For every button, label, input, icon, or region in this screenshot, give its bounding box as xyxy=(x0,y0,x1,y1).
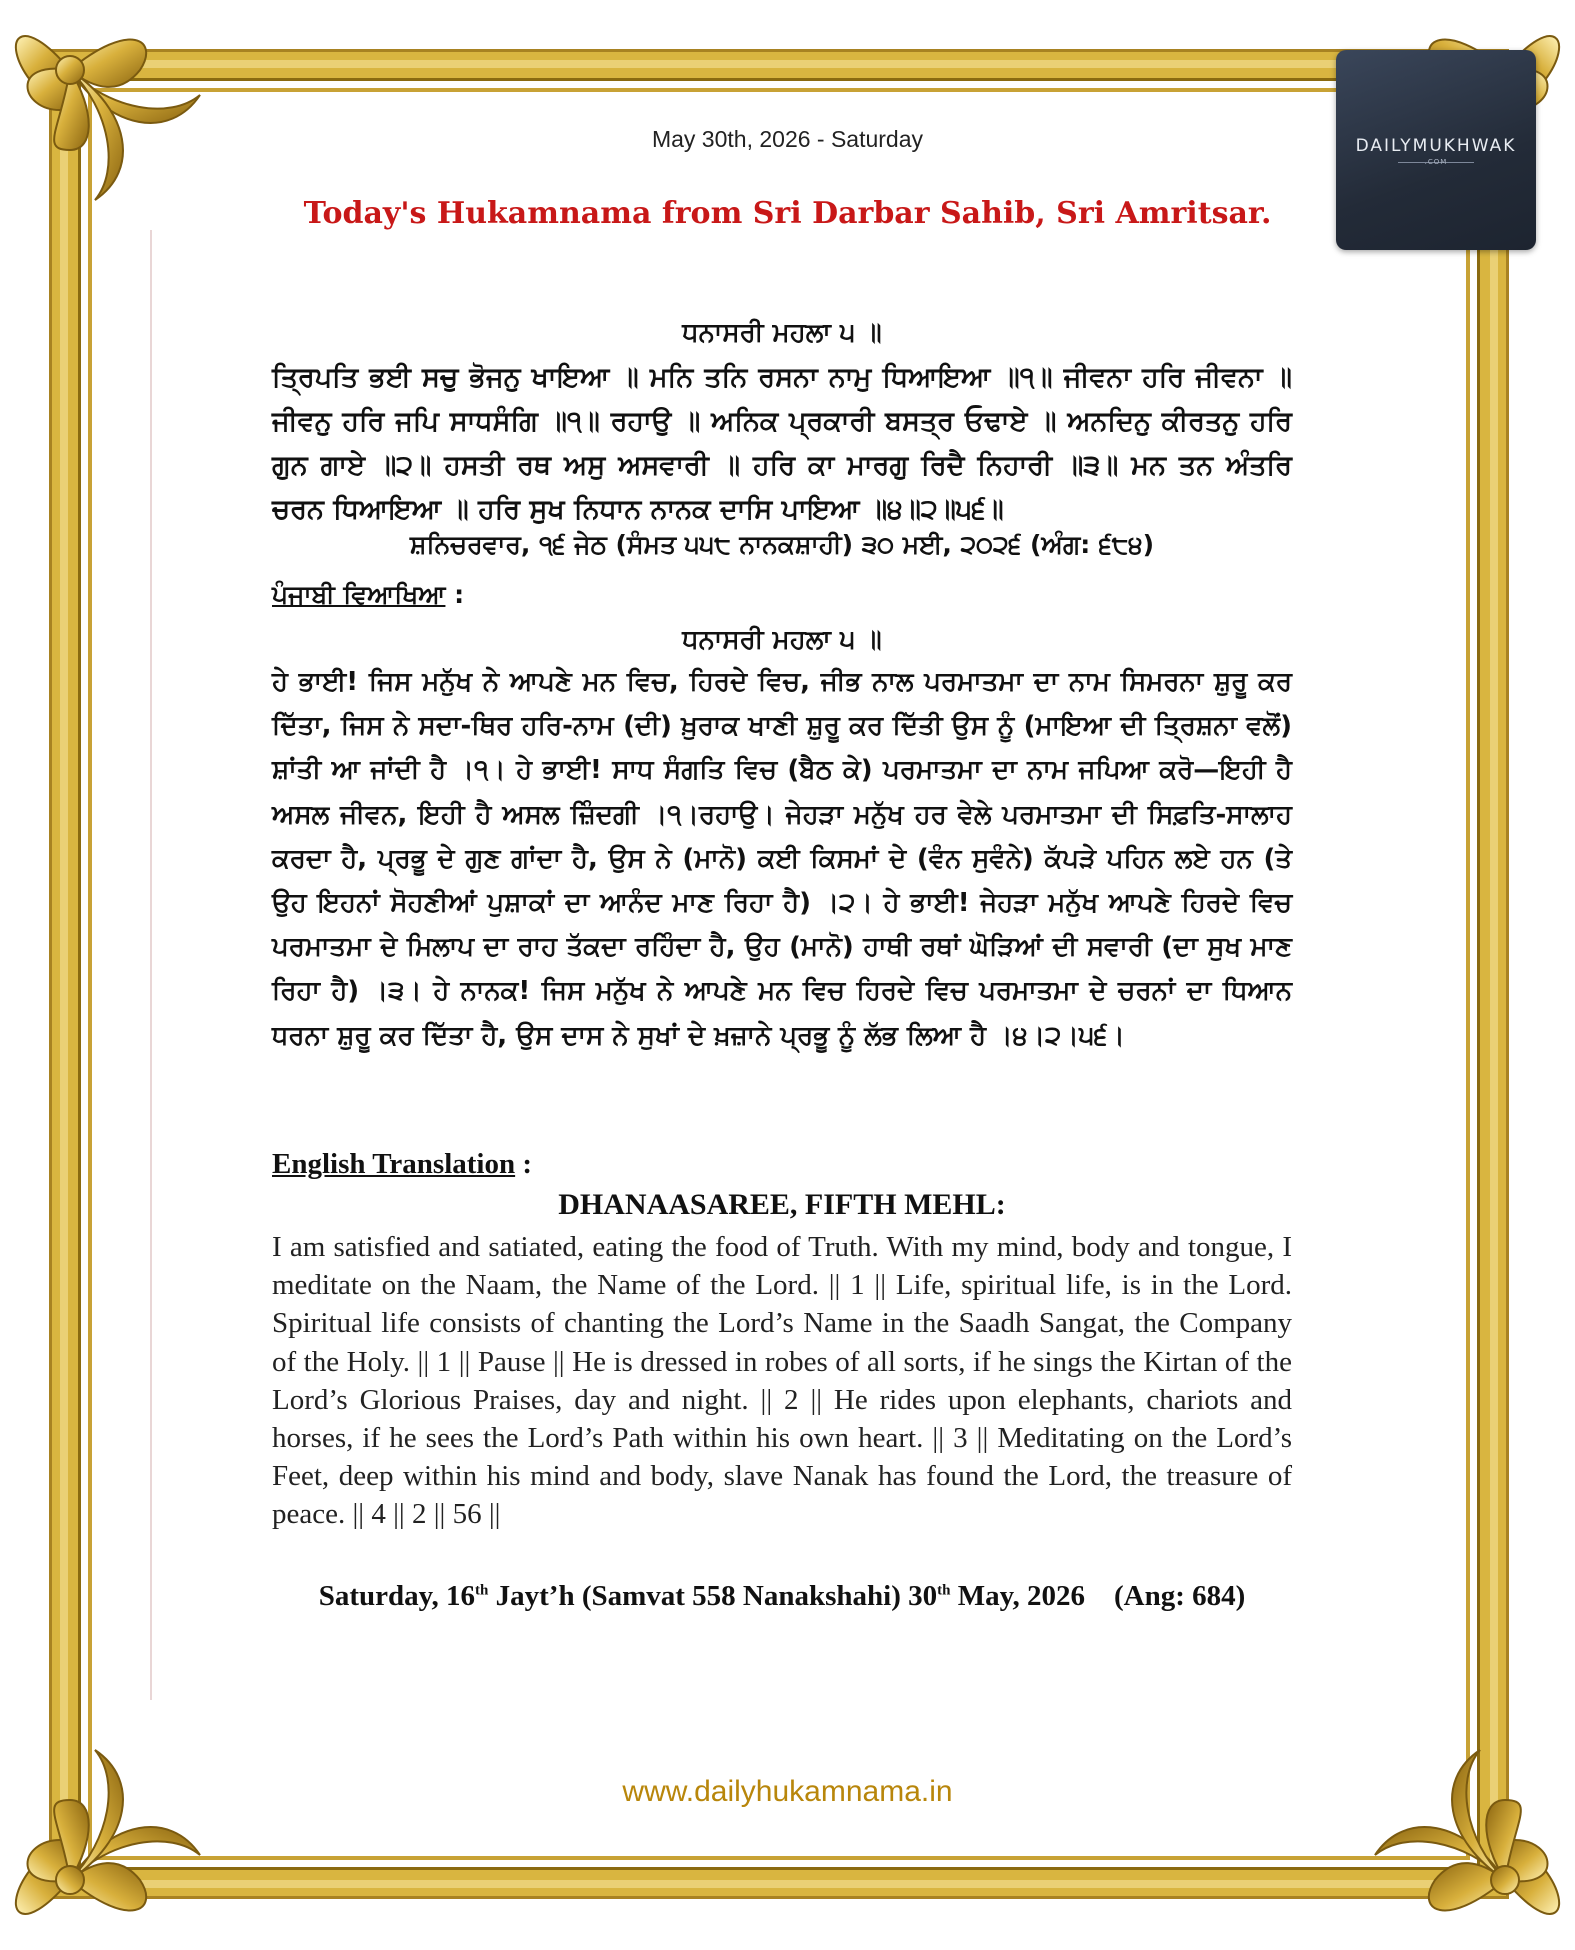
english-label-text: English Translation xyxy=(272,1148,516,1180)
vyakhya-heading: ਧਨਾਸਰੀ ਮਹਲਾ ੫ ॥ xyxy=(682,625,882,655)
english-label-colon: : xyxy=(522,1148,533,1180)
page-title: Today's Hukamnama from Sri Darbar Sahib, Sri Amritsar. xyxy=(303,196,1272,231)
header-date: May 30th, 2026 - Saturday xyxy=(651,126,924,152)
english-heading: DHANAASAREE, FIFTH MEHL: xyxy=(558,1188,1006,1221)
date-sup: th xyxy=(937,1582,951,1599)
english-label xyxy=(272,1148,532,1181)
vyakhya-label xyxy=(272,580,464,610)
date-sup: th xyxy=(475,1582,489,1599)
date-part: Saturday, 16 xyxy=(318,1580,476,1612)
vyakhya-text: ਹੇ ਭਾਈ! ਜਿਸ ਮਨੁੱਖ ਨੇ ਆਪਣੇ ਮਨ ਵਿਚ, ਹਿਰਦੇ ਵਿਚ, ਜੀਭ ਨਾਲ ਪਰਮਾਤਮਾ ਦਾ ਨਾਮ ਸਿਮਰਨਾ ਸ਼ੁਰੂ ਕਰ ਦਿੱਤਾ, ਜਿਸ ਨੇ ਸਦਾ-ਥਿਰ ਹਰਿ-ਨਾਮ (ਦੀ) ਖ਼ੁਰਾਕ ਖਾਣੀ ਸ਼ੁਰੂ ਕਰ ਦਿੱਤੀ ਉਸ ਨੂੰ (ਮਾਇਆ ਦੀ ਤ੍ਰਿਸ਼ਨਾ ਵਲੋਂ) ਸ਼ਾਂਤੀ ਆ ਜਾਂਦੀ ਹੈ ।੧। ਹੇ ਭਾਈ! ਸਾਧ ਸੰਗਤਿ ਵਿਚ (ਬੈਠ ਕੇ) ਪਰਮਾਤਮਾ ਦਾ ਨਾਮ ਜਪਿਆ ਕਰੋ—ਇਹੀ ਹੈ ਅਸਲ ਜੀਵਨ, ਇਹੀ ਹੈ ਅਸਲ ਜ਼ਿੰਦਗੀ ।੧।ਰਹਾਉ। ਜੇਹੜਾ ਮਨੁੱਖ ਹਰ ਵੇਲੇ ਪਰਮਾਤਮਾ ਦੀ ਸਿਫ਼ਤਿ-ਸਾਲਾਹ ਕਰਦਾ ਹੈ, ਪ੍ਰਭੂ ਦੇ ਗੁਣ ਗਾਂਦਾ ਹੈ, ਉਸ ਨੇ (ਮਾਨੋ) ਕਈ ਕਿਸਮਾਂ ਦੇ (ਵੰਨ ਸੁਵੰਨੇ) ਕੱਪੜੇ ਪਹਿਨ ਲਏ ਹਨ (ਤੇ ਉਹ ਇਹਨਾਂ ਸੋਹਣੀਆਂ ਪੁਸ਼ਾਕਾਂ ਦਾ ਆਨੰਦ ਮਾਣ ਰਿਹਾ ਹੈ) ।੨। ਹੇ ਭਾਈ! ਜੇਹੜਾ ਮਨੁੱਖ ਆਪਣੇ ਹਿਰਦੇ ਵਿਚ ਪਰਮਾਤਮਾ ਦੇ ਮਿਲਾਪ ਦਾ ਰਾਹ ਤੱਕਦਾ ਰਹਿੰਦਾ ਹੈ, ਉਹ (ਮਾਨੋ) ਹਾਥੀ ਰਥਾਂ ਘੋੜਿਆਂ ਦੀ ਸਵਾਰੀ (ਦਾ ਸੁਖ ਮਾਣ ਰਿਹਾ ਹੈ) ।੩। ਹੇ ਨਾਨਕ! ਜਿਸ ਮਨੁੱਖ ਨੇ ਆਪਣੇ ਮਨ ਵਿਚ ਹਿਰਦੇ ਵਿਚ ਪਰਮਾਤਮਾ ਦੇ ਚਰਨਾਂ ਦਾ ਧਿਆਨ ਧਰਨਾ ਸ਼ੁਰੂ ਕਰ ਦਿੱਤਾ ਹੈ, ਉਸ ਦਾਸ ਨੇ ਸੁਖਾਂ ਦੇ ਖ਼ਜ਼ਾਨੇ ਪ੍ਰਭੂ ਨੂੰ ਲੱਭ ਲਿਆ ਹੈ ।੪।੨।੫੬। xyxy=(272,667,1292,1051)
margin-rule xyxy=(150,230,152,1700)
logo-subtext: .COM xyxy=(1424,158,1448,166)
shabad-text: ਤ੍ਰਿਪਤਿ ਭਈ ਸਚੁ ਭੋਜਨੁ ਖਾਇਆ ॥ ਮਨਿ ਤਨਿ ਰਸਨਾ ਨਾਮੁ ਧਿਆਇਆ ॥੧॥ ਜੀਵਨਾ ਹਰਿ ਜੀਵਨਾ ॥ ਜੀਵਨੁ ਹਰਿ ਜਪਿ ਸਾਧਸੰਗਿ ॥੧॥ ਰਹਾਉ ॥ ਅਨਿਕ ਪ੍ਰਕਾਰੀ ਬਸਤ੍ਰ ਓਢਾਏ ॥ ਅਨਦਿਨੁ ਕੀਰਤਨੁ ਹਰਿ ਗੁਨ ਗਾਏ ॥੨॥ ਹਸਤੀ ਰਥ ਅਸੁ ਅਸਵਾਰੀ ॥ ਹਰਿ ਕਾ ਮਾਰਗੁ ਰਿਦੈ ਨਿਹਾਰੀ ॥੩॥ ਮਨ ਤਨ ਅੰਤਰਿ ਚਰਨ ਧਿਆਇਆ ॥ ਹਰਿ ਸੁਖ ਨਿਧਾਨ ਨਾਨਕ ਦਾਸਿ ਪਾਇਆ ॥੪॥੨॥੫੬॥ xyxy=(272,362,1292,525)
date-part: Jayt’h (Samvat 558 Nanakshahi) 30 xyxy=(488,1580,938,1612)
gold-ribbon-bow-icon xyxy=(1335,1710,1575,1950)
vyakhya-label-colon: : xyxy=(454,580,465,609)
gold-ribbon-bow-icon xyxy=(0,1710,240,1950)
footer-url[interactable]: www.dailyhukamnama.in xyxy=(622,1775,953,1808)
date-part: May, 2026 (Ang: 684) xyxy=(950,1580,1246,1612)
punjabi-date: ਸ਼ਨਿਚਰਵਾਰ, ੧੬ ਜੇਠ (ਸੰਮਤ ੫੫੮ ਨਾਨਕਸ਼ਾਹੀ) ੩੦ ਮਈ, ੨੦੨੬ (ਅੰਗ: ੬੮੪) xyxy=(409,530,1155,559)
vyakhya-label-text: ਪੰਜਾਬੀ ਵਿਆਖਿਆ xyxy=(272,580,446,609)
shabad-heading: ਧਨਾਸਰੀ ਮਹਲਾ ੫ ॥ xyxy=(682,318,882,348)
english-text: I am satisfied and satiated, eating the food of Truth. With my mind, body and tongue, I meditate on the Naam, the Name of the Lord. || 1 || Life, spiritual life, is in the Lord. Spiritual life consists of chanting the Lord’s Name in the Saadh Sangat, the Company of the Holy. || 1 || Pause || He is dressed in robes of all sorts, if he sings the Kirtan of the Lord’s Glorious Praises, day and night. || 2 || He rides upon elephants, chariots and horses, if he sees the Lord’s Path within his own heart. || 3 || Meditating on the Lord’s Feet, deep within his mind and body, slave Nanak has found the Lord, the treasure of peace. || 4 || 2 || 56 || xyxy=(272,1231,1292,1531)
english-date xyxy=(272,1580,1292,1613)
logo-text: DAILYMUKHWAK xyxy=(1355,136,1517,156)
